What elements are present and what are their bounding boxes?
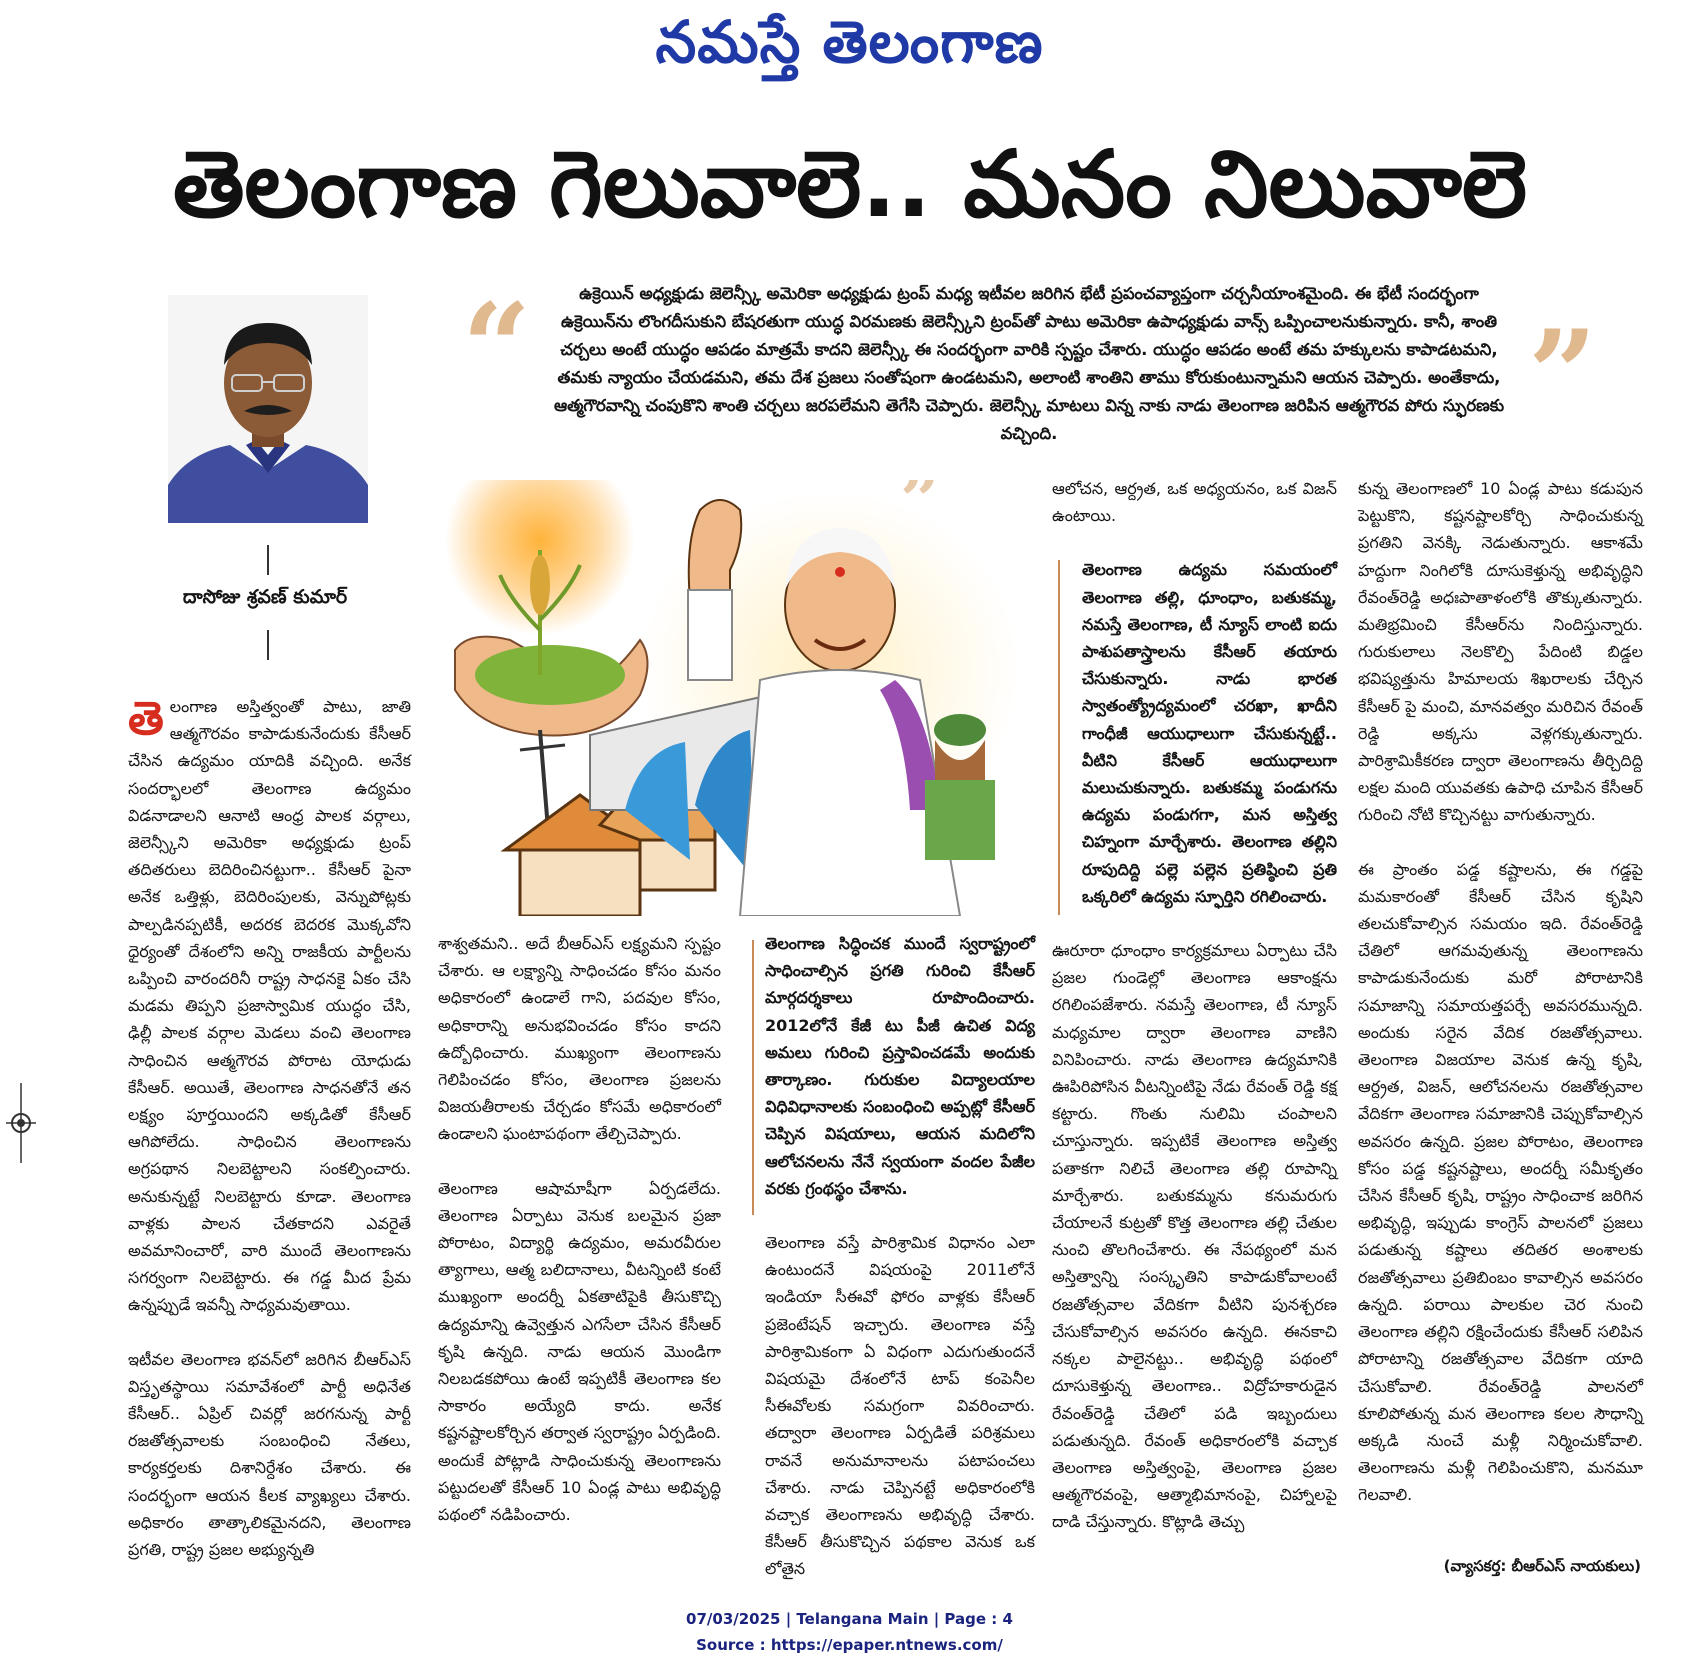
paragraph: శాశ్వతమని.. అదే బీఆర్ఎస్ లక్ష్యమని స్పష్టం చేశారు. ఆ లక్ష్యాన్ని సాధించడం కోసం మనం అధికారంలో ఉండాలే గాని, పదవుల కోసం, అధికారాన్ని అనుభవించడం కోసం కాదని ఉద్బోధించారు. ముఖ్యంగా తెలంగాణను గెలిపించడం కోసం, తెలంగాణ ప్రజలను విజయతీరాలకు చేర్చడం కోసమే అధికారంలో ఉండాలని ఘంటాపథంగా తేల్చిచెప్పారు. — [438, 934, 721, 1144]
masthead-logo: నమస్తే తెలంగాణ — [655, 8, 1044, 76]
author-byline: దాసోజు శ్రవణ్ కుమార్ — [182, 586, 348, 608]
byline-divider-top — [267, 545, 269, 575]
pullquote-bar — [752, 940, 754, 1215]
author-credit: (వ్యాసకర్త: బీఆర్ఎస్ నాయకులు) — [1443, 1557, 1641, 1575]
article-illustration — [440, 480, 1028, 916]
footer-date-edition: 07/03/2025 | Telangana Main | Page : 4 — [686, 1610, 1013, 1628]
column-2 — [438, 930, 721, 1555]
paragraph — [128, 693, 411, 1319]
pullquote: తెలంగాణ సిద్ధించక ముందే స్వరాష్ట్రంలో సాధించాల్సిన ప్రగతి గురించి కేసీఆర్ మార్గదర్శకాలు రూపొందించారు. 2012లోనే కేజీ టు పీజీ ఉచిత విద్య అమలు గురించి ప్రస్తావించడమే అందుకు తార్కాణం. గురుకుల విద్యాలయాల విధివిధానాలకు సంబంధించి అప్పట్లో కేసీఆర్ చెప్పిన విషయాలు, ఆయన మదిలోని ఆలోచనలను నేనే స్వయంగా వందల పేజీల వరకు గ్రంథస్థం చేశాను. — [765, 934, 1035, 1198]
intro-paragraph: ఉక్రెయిన్ అధ్యక్షుడు జెలెన్స్కీ అమెరికా అధ్యక్షుడు ట్రంప్ మధ్య ఇటీవల జరిగిన భేటీ ప్రపంచవ్యాప్తంగా చర్చనీయాంశమైంది. ఈ భేటీ సందర్భంగా ఉక్రెయిన్‌ను లొంగదీసుకుని బేషరతుగా యుద్ధ విరమణకు జెలెన్స్కీని ట్రంప్‌తో పాటు అమెరికా ఉపాధ్యక్షుడు వాన్స్ ఒప్పించాలనుకున్నారు. కానీ, శాంతి చర్చలు అంటే యుద్ధం ఆపడం మాత్రమే కాదని జెలెన్స్కీ ఈ సందర్భంగా వారికి స్పష్టం చేశారు. యుద్ధం ఆపడం అంటే తమ హక్కులను కాపాడటమని, తమకు న్యాయం చేయడమని, తమ దేశ ప్రజలు సంతోషంగా ఉండటమని, అలాంటి శాంతిని తాము కోరుకుంటున్నామని ఆయన చెప్పారు. అంతేకాదు, ఆత్మగౌరవాన్ని చంపుకొని శాంతి చర్చలు జరపలేమని తెగేసి చెప్పారు. జెలెన్స్కీ మాటలు విన్న నాకు నాడు తెలంగాణ జరిపిన ఆత్మగౌరవ పోరు స్ఫురణకు వచ్చింది. — [553, 284, 1505, 443]
author-photo — [168, 295, 368, 523]
registration-mark-icon — [6, 1083, 36, 1167]
paragraph: ఆలోచన, ఆర్ద్రత, ఒక అధ్యయనం, ఒక విజన్ ఉంటాయి. — [1052, 479, 1337, 526]
paragraph-text: లంగాణ అస్తిత్వంతో పాటు, జాతి ఆత్మగౌరవం కాపాడుకునేందుకు కేసీఆర్ చేసిన ఉద్యమం యాదికి వచ్చింది. అనేక సందర్భాలలో తెలంగాణ ఉద్యమం విడనాడాలని ఆనాటి ఆంధ్ర పాలక వర్గాలు, జెలెన్స్కీని అమెరికా అధ్యక్షుడు ట్రంప్ తదితరులు బెదిరించినట్టుగా.. కేసీఆర్ పైనా అనేక ఒత్తిళ్లు, బెదిరింపులకు, వెన్నుపోట్లకు పాల్పడినప్పటికీ, అదరక బెదరక మొక్కవోని ధైర్యంతో దేశంలోని అన్ని రాజకీయ పార్టీలను ఒప్పించి వారందరినీ రాష్ట్ర సాధనకై ఏకం చేసి మడమ తిప్పని ప్రజాస్వామిక యుద్ధం చేసి, ఢిల్లీ పాలక వర్గాల మెడలు వంచి తెలంగాణ సాధించిన ఆత్మగౌరవ పోరాట యోధుడు కేసీఆర్. అయితే, తెలంగాణ సాధనతోనే తన లక్ష్యం పూర్తయిందని అక్కడితో కేసీఆర్ ఆగిపోలేదు. సాధించిన తెలంగాణను అగ్రపథాన నిలబెట్టాలని సంకల్పించారు. అనుకున్నట్టే నిలబెట్టారు కూడా. తెలంగాణ వాళ్లకు పాలన చేతకాదని ఎవరైతే అవమానించారో, వారి ముందే తెలంగాణను సగర్వంగా నిలబెట్టారు. ఈ గడ్డ మీద ప్రేమ ఉన్నప్పుడే ఇవన్నీ సాధ్యమవుతాయి. — [128, 697, 411, 1315]
paragraph: ఊరూరా ధూంధాం కార్యక్రమాలు ఏర్పాటు చేసి ప్రజల గుండెల్లో తెలంగాణ ఆకాంక్షను రగిలింపజేశారు. నమస్తే తెలంగాణ, టీ న్యూస్ మధ్యమాల ద్వారా తెలంగాణ వాణిని వినిపించారు. నాడు తెలంగాణ ఉద్యమానికి ఊపిరిపోసిన వీటన్నింటిపై నేడు రేవంత్ రెడ్డి కక్ష కట్టారు. గొంతు నులిమి చంపాలని చూస్తున్నారు. ఇప్పటికే తెలంగాణ అస్తిత్వ పతాకగా నిలిచే తెలంగాణ తల్లి రూపాన్ని మార్చేశారు. బతుకమ్మను కనుమరుగు చేయాలనే కుట్రతో కొత్త తెలంగాణ తల్లి చేతుల నుంచి తొలగించేశారు. ఈ నేపథ్యంలో మన అస్తిత్వాన్ని సంస్కృతిని కాపాడుకోవాలంటే రజతోత్సవాల వేదికగా వీటిని పునశ్చరణ చేసుకోవాల్సిన అవసరం ఉన్నది. ఈనకాచి నక్కల పాలైనట్టు.. అభివృద్ధి పథంలో దూసుకెళ్తున్న తెలంగాణ.. విద్రోహకారుడైన రేవంత్‌రెడ్డి చేతిలో పడి ఇబ్బందులు పడుతున్నది. రేవంత్ అధికారంలోకి వచ్చాక తెలంగాణ అస్తిత్వంపై, తెలంగాణ ప్రజల ఆత్మగౌరవంపై, ఆత్మాభిమానంపై, చిహ్నాలపై దాడి చేస్తున్నారు. కొట్లాడి తెచ్చు — [1052, 941, 1337, 1532]
close-quote-icon: ” — [1528, 304, 1598, 445]
footer-source: Source : https://epaper.ntnews.com/ — [696, 1636, 1003, 1654]
paragraph: ఈ ప్రాంతం పడ్డ కష్టాలను, ఈ గడ్డపై మమకారంతో కేసీఆర్ చేసిన కృషిని తలచుకోవాల్సిన సమయం ఇది. రేవంత్‌రెడ్డి చేతిలో ఆగమవుతున్న తెలంగాణను కాపాడుకునేందుకు మరో పోరాటానికి సమాజాన్ని సమాయత్తపర్చే అవసరమున్నది. అందుకు సరైన వేదిక రజతోత్సవాలు. తెలంగాణ విజయాల వెనుక ఉన్న కృషి, ఆర్ద్రత, విజన్, ఆలోచనలను రజతోత్సవాల వేదికగా తెలంగాణ సమాజానికి చెప్పుకోవాల్సిన అవసరం ఉన్నది. ప్రజల పోరాటం, తెలంగాణ కోసం పడ్డ కష్టనష్టాలు, అందర్నీ సమీకృతం చేసిన కేసీఆర్ కృషి, రాష్ట్రం సాధించాక జరిగిన అభివృద్ధి, ఇప్పుడు కాంగ్రెస్ పాలనలో ప్రజలు పడుతున్న కష్టాలు తదితర అంశాలకు రజతోత్సవాలు ప్రతిబింబం కావాల్సిన అవసరం ఉన్నది. పరాయి పాలకుల చెర నుంచి తెలంగాణ తల్లిని రక్షించేందుకు కేసీఆర్ సలిపిన పోరాటాన్ని రజతోత్సవాల వేదికగా యాది చేసుకోవాలి. రేవంత్‌రెడ్డి పాలనలో కూలిపోతున్న మన తెలంగాణ కలల సౌధాన్ని అక్కడి నుంచే మళ్లీ నిర్మించుకోవాలి. తెలంగాణను మళ్లీ గెలిపించుకొని, మనమూ గెలవాలి. — [1358, 859, 1643, 1505]
paragraph: ఇటీవల తెలంగాణ భవన్‌లో జరిగిన బీఆర్ఎస్ విస్తృతస్థాయి సమావేశంలో పార్టీ అధినేత కేసీఆర్.. ఏప్రిల్ చివర్లో జరగనున్న పార్టీ రజతోత్సవాలకు సంబంధించి నేతలు, కార్యకర్తలకు దిశానిర్దేశం చేశారు. ఈ సందర్భంగా ఆయన కీలక వ్యాఖ్యలు చేశారు. అధికారం తాత్కాలికమైనదని, తెలంగాణ ప్రగతి, రాష్ట్ర ప్రజల అభ్యున్నతి — [128, 1349, 411, 1560]
paragraph: తెలంగాణ వస్తే పారిశ్రామిక విధానం ఎలా ఉంటుందనే విషయంపై 2011లోనే ఇండియా సీఈవో ఫోరం వాళ్లకు కేసీఆర్ ప్రజెంటేషన్ ఇచ్చారు. తెలంగాణ వస్తే పారిశ్రామికంగా ఏ విధంగా ఎదుగుతుందనే విషయమై దేశంలోనే టాప్ కంపెనీల సీఈవోలకు సమగ్రంగా వివరించారు. తద్వారా తెలంగాణ ఏర్పడితే పరిశ్రమలు రావనే అనుమానాలను పటాపంచలు చేశారు. నాడు చెప్పినట్టే అధికారంలోకి వచ్చాక తెలంగాణను అభివృద్ధి చేశారు. కేసీఆర్ తీసుకొచ్చిన పథకాల వెనుక ఒక లోతైన — [765, 1233, 1035, 1579]
byline-divider-bottom — [267, 630, 269, 660]
column-1 — [128, 693, 411, 1590]
paragraph: తెలంగాణ ఆషామాషీగా ఏర్పడలేదు. తెలంగాణ ఏర్పాటు వెనుక బలమైన ప్రజా పోరాటం, విద్యార్థి ఉద్యమం, అమరవీరుల త్యాగాలు, ఆత్మ బలిదానాలు, వీటన్నింటి కంటే ముఖ్యంగా అందర్నీ ఏకతాటిపైకి తీసుకొచ్చి ఉద్యమాన్ని ఉవ్వెత్తున ఎగసేలా చేసిన కేసీఆర్ కృషి ఉన్నది. నాడు ఆయన మొండిగా నిలబడకపోయి ఉంటే ఇప్పటికీ తెలంగాణ కల సాకారం అయ్యేది కాదు. అనేక కష్టనష్టాలకోర్చిన తర్వాత స్వరాష్ట్రం ఏర్పడింది. అందుకే పోట్లాడి సాధించుకున్న తెలంగాణను పట్టుదలతో కేసీఆర్ 10 ఏండ్ల పాటు అభివృద్ధి పథంలో నడిపించారు. — [438, 1178, 721, 1525]
open-quote-icon: “ — [462, 277, 532, 418]
pullquote: తెలంగాణ ఉద్యమ సమయంలో తెలంగాణ తల్లి, ధూంధాం, బతుకమ్మ, నమస్తే తెలంగాణ, టీ న్యూస్ లాంటి ఐదు పాశుపతాస్త్రాలను కేసీఆర్ తయారు చేసుకున్నారు. నాడు భారత స్వాతంత్య్రోద్యమంలో చరఖా, ఖాదీని గాంధీజీ ఆయుధాలుగా చేసుకున్నట్టే.. వీటిని కేసీఆర్ ఆయుధాలుగా మలుచుకున్నారు. బతుకమ్మ పండుగను ఉద్యమ పండుగగా, మన అస్తిత్వ చిహ్నంగా మార్చేశారు. తెలంగాణ తల్లిని రూపుదిద్ది పల్లె పల్లెన ప్రతిష్ఠించి ప్రతి ఒక్కరిలో ఉద్యమ స్ఫూర్తిని రగిలించారు. — [1082, 560, 1337, 906]
dropcap: తె — [128, 691, 164, 745]
paragraph: కున్న తెలంగాణలో 10 ఏండ్ల పాటు కడుపున పెట్టుకొని, కష్టనష్టాలకోర్చి సాధించుకున్న ప్రగతిని వెనక్కి నెడుతున్నారు. ఆకాశమే హద్దుగా నింగిలోకి దూసుకెళ్తున్న అభివృద్ధిని రేవంత్‌రెడ్డి అధఃపాతాళంలోకి తొక్కుతున్నారు. మతిభ్రమించి కేసీఆర్‌ను నిందిస్తున్నారు. గురుకులాలు నెలకొల్పి పేదింటి బిడ్డల భవిష్యత్తును హిమాలయ శిఖరాలకు చేర్చిన కేసీఆర్ పై మంచి, మానవత్వం మరిచిన రేవంత్ రెడ్డి అక్కసు వెళ్లగక్కుతున్నారు. పారిశ్రామికీకరణ ద్వారా తెలంగాణను తీర్చిదిద్ది లక్షల మంది యువతకు ఉపాధి చూపిన కేసీఆర్ గురించి నోటి కొచ్చినట్టు వాగుతున్నారు. — [1358, 479, 1643, 825]
headline: తెలంగాణ గెలువాలె.. మనం నిలువాలె — [172, 131, 1528, 238]
column-3 — [765, 930, 1035, 1610]
column-5 — [1358, 475, 1643, 1536]
svg-text:”: ” — [900, 480, 941, 542]
column-4 — [1052, 475, 1337, 1563]
